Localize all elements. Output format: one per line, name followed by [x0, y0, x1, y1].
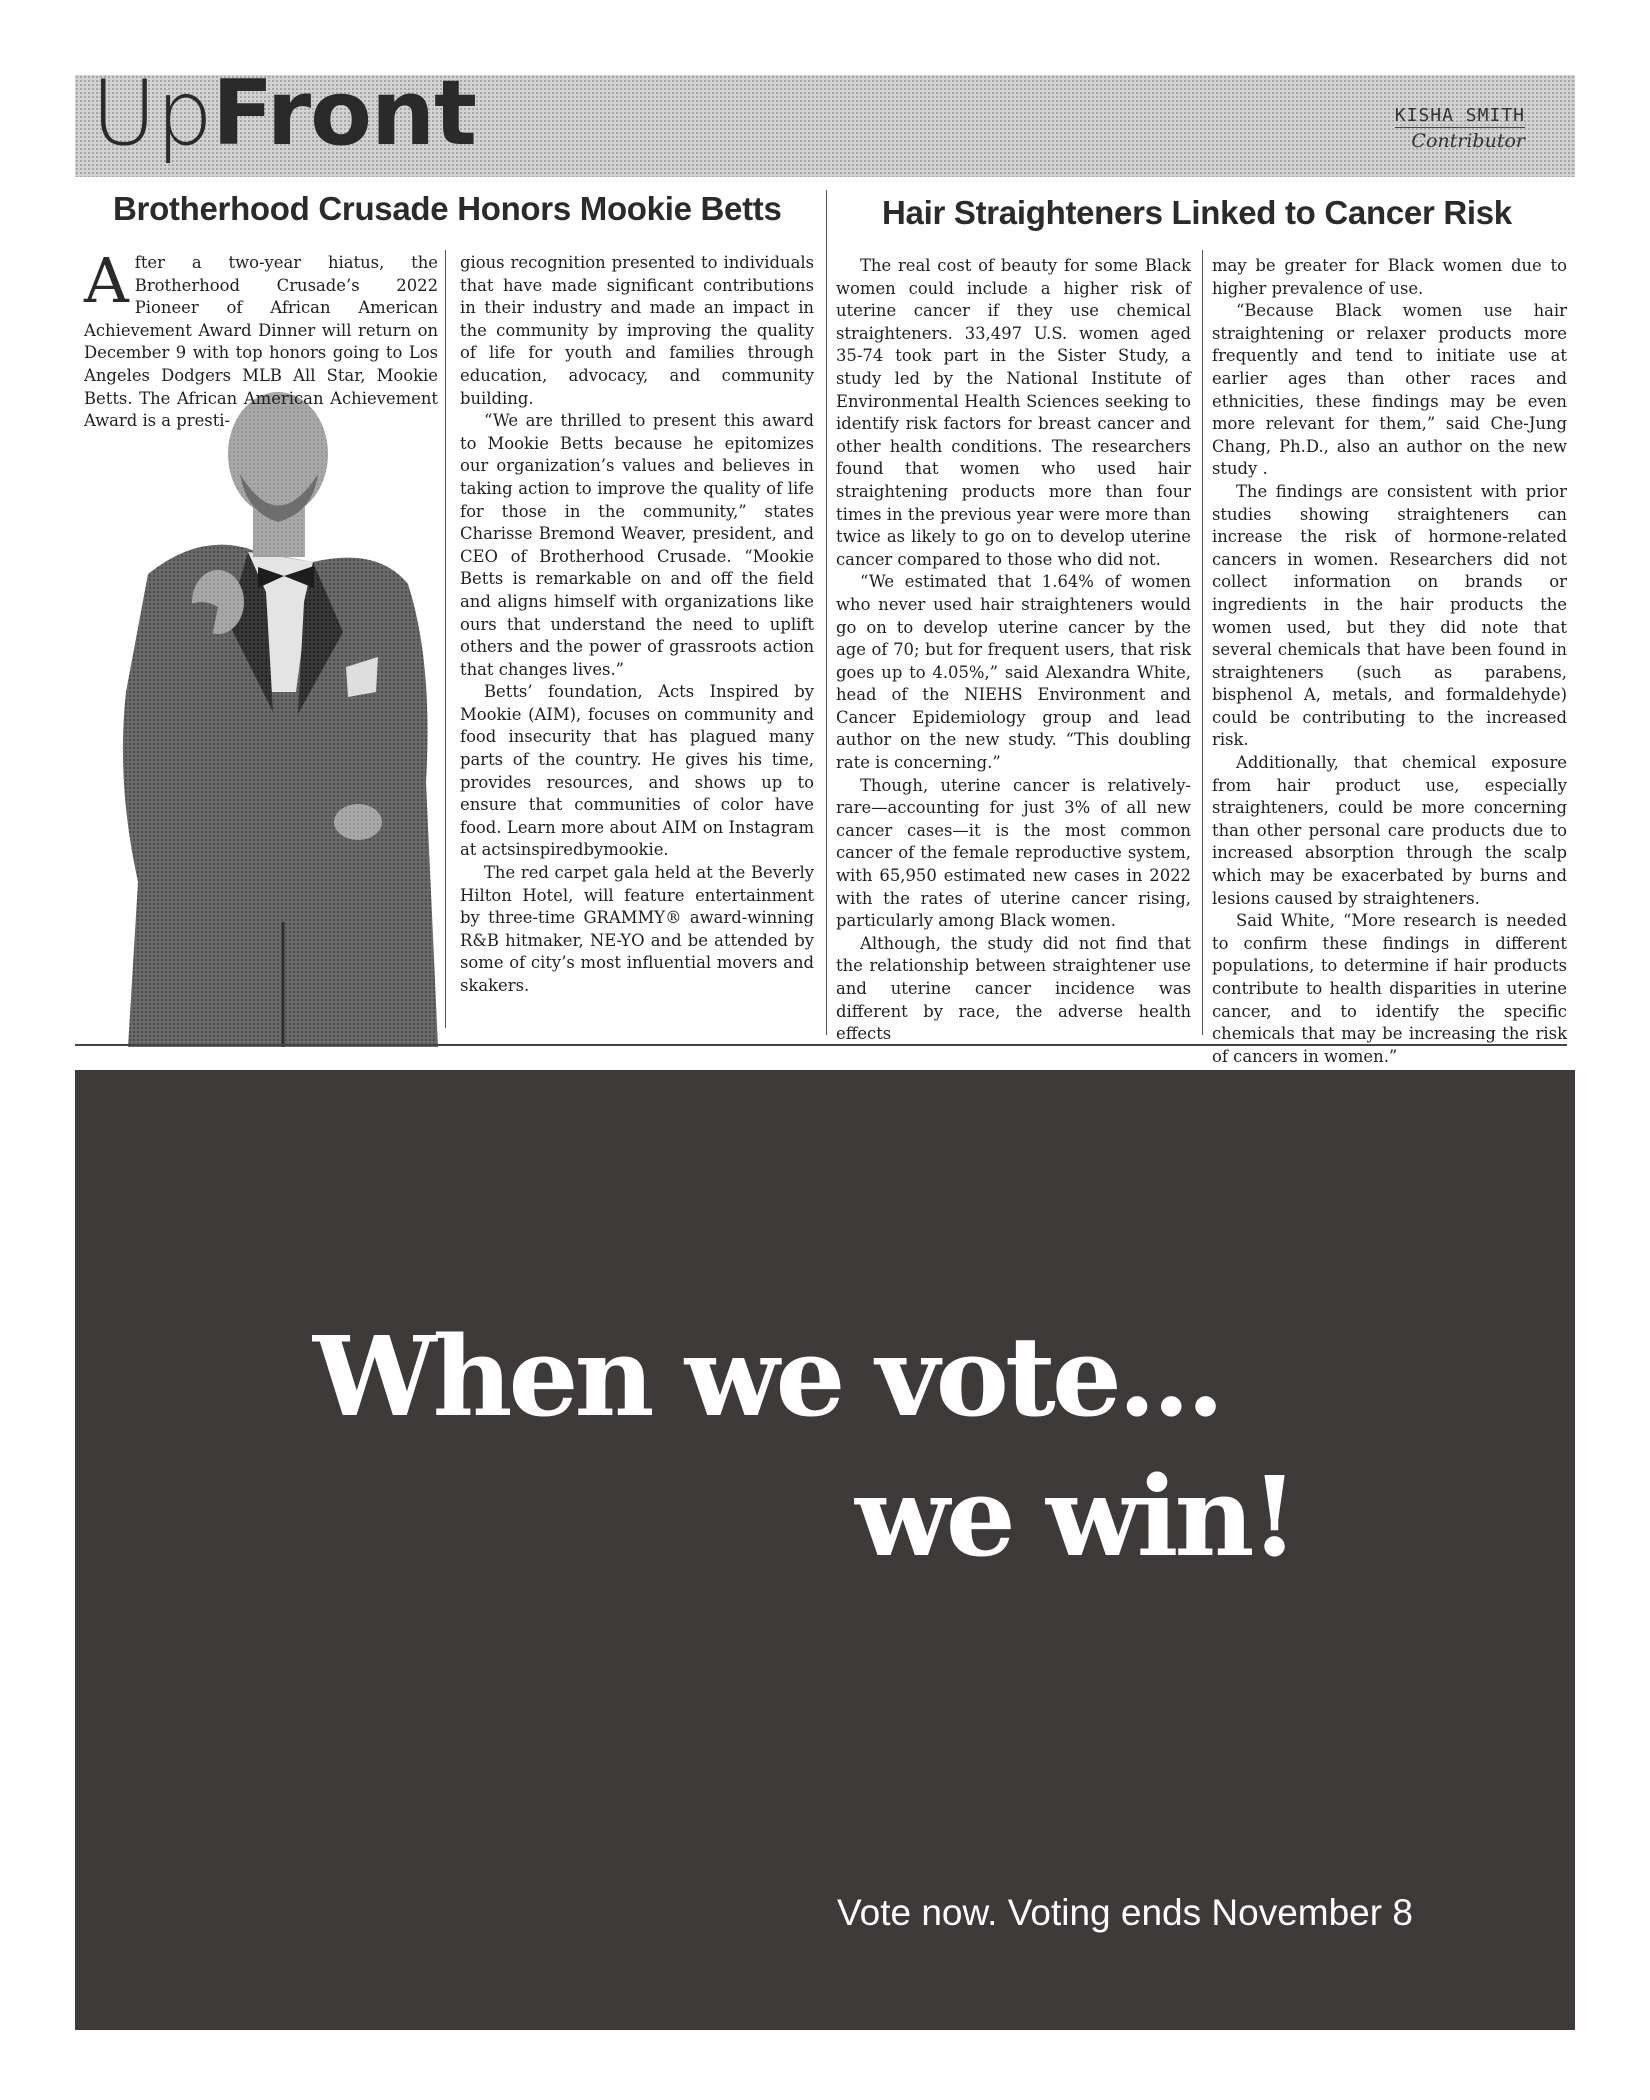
- ad-headline-line1: When we vote...: [313, 1312, 1221, 1441]
- article1-paragraph: “We are thrilled to present this award to Mookie Betts because he epitomizes our organization’s values and believes in taking action to improve the quality of life for those in the community,” states Charisse Bremond Weaver, president, and CEO of Brotherhood Crusade. “Mookie Betts is remarkable on and off the field and aligns himself with organizations like ours that understand the need to uplift others and the power of grassroots action that changes lives.”: [460, 411, 814, 679]
- article2-paragraph: may be greater for Black women due to higher prevalence of use.: [1212, 256, 1567, 298]
- masthead: [75, 61, 1575, 177]
- article2-paragraph: Said White, “More research is needed to confirm these findings in different populations, to determine if hair products contribute to health disparities in uterine cancer, and to identify the specific chemicals that may be increasing the risk of cancers in women.”: [1212, 911, 1567, 1066]
- contributor-role: Contributor: [1411, 130, 1525, 152]
- column-rule: [1202, 250, 1203, 1035]
- logo-up: Up: [91, 61, 213, 166]
- upfront-logo: [91, 61, 477, 166]
- article2-column-1: [836, 255, 1191, 1046]
- article2-paragraph: Additionally, that chemical exposure from hair product use, especially straighteners, could be more concerning than other personal care products due to increased absorption through the scalp which may be exacerbated by burns and lesions caused by straighteners.: [1212, 753, 1567, 908]
- article2-column-2: [1212, 255, 1567, 1068]
- article2-paragraph: Although, the study did not find that the relationship between straightener use and uterine cancer incidence was different by race, the adverse health effects: [836, 933, 1191, 1044]
- article1-paragraph: The red carpet gala held at the Beverly Hilton Hotel, will feature entertainment by three-time GRAMMY® award-winning R&B hitmaker, NE-YO and be attended by some of city’s most influential movers and skakers.: [460, 863, 814, 995]
- contributor-byline: [1395, 105, 1525, 152]
- article2-paragraph: The real cost of beauty for some Black women could include a higher risk of uterine cancer if they use chemical straighteners. 33,497 U.S. women aged 35-74 took part in the Sister Study, a study led by the National Institute of Environmental Health Sciences seeking to identify risk factors for breast cancer and other health conditions. The researchers found that women who used hair straightening products more than four times in the previous year were more than twice as likely to go on to develop uterine cancer compared to those who did not.: [836, 256, 1191, 569]
- article1-column-1: [84, 244, 438, 433]
- article1-paragraph: [84, 244, 438, 433]
- article2-paragraph: The findings are consistent with prior studies showing straighteners can increase the risk of hormone-related cancers in women. Researchers did not collect information on brands or ingredients in the hair products the women used, but they did note that several chemicals that have been found in straighteners (such as parabens, bisphenol A, metals, and formaldehyde) could be contributing to the increased risk.: [1212, 481, 1567, 750]
- article2-paragraph: Though, uterine cancer is relatively-rare—accounting for just 3% of all new cancer cases—it is the most common cancer of the female reproductive system, with 65,950 estimated new cases in 2022 with the rates of uterine cancer rising, particularly among Black women.: [836, 775, 1191, 931]
- section-divider: [75, 1044, 1567, 1046]
- article1-headline: Brotherhood Crusade Honors Mookie Betts: [113, 190, 782, 227]
- article2-headline: Hair Straighteners Linked to Cancer Risk: [882, 194, 1512, 231]
- logo-front: Front: [212, 61, 477, 166]
- contributor-name: KISHA SMITH: [1394, 105, 1525, 126]
- ad-footer-text: Vote now. Voting ends November 8: [837, 1892, 1413, 1933]
- article2-paragraph: “We estimated that 1.64% of women who never used hair straighteners would go on to develop uterine cancer by the age of 70; but for frequent users, that risk goes up to 4.05%,” said Alexandra White, head of the NIEHS Environment and Cancer Epidemiology group and lead author on the new study. “This doubling rate is concerning.”: [836, 572, 1191, 773]
- drop-cap: A: [84, 244, 129, 317]
- article1-paragraph: gious recognition presented to individuals that have made significant contributions in their industry and made an impact in the community by improving the quality of life for youth and families through education, advocacy, and community building.: [460, 253, 814, 408]
- ad-headline-line2: we win!: [855, 1452, 1295, 1581]
- vote-advertisement: [75, 1070, 1575, 2030]
- article1-column-2: [460, 252, 814, 998]
- article1-col1-text: fter a two-year hiatus, the Brotherhood Crusade’s 2022 Pioneer of African American Achievement Award Dinner will return on December 9 with top honors going to Los Angeles Dodgers MLB All Star, Mookie Betts. The African American Achievement Award is a presti-: [84, 253, 438, 431]
- column-rule: [826, 190, 827, 1035]
- mookie-betts-photo: [108, 362, 490, 1047]
- article1-paragraph: Betts’ foundation, Acts Inspired by Mookie (AIM), focuses on community and food insecurity that has plagued many parts of the country. He gives his time, provides resources, and shows up to ensure that communities of color have food. Learn more about AIM on Instagram at actsinspiredbymookie.: [460, 682, 814, 860]
- article2-paragraph: “Because Black women use hair straightening or relaxer products more frequently and tend to initiate use at earlier ages than other races and ethnicities, these findings may be even more relevant for them,” said Che-Jung Chang, Ph.D., also an author on the new study .: [1212, 301, 1567, 479]
